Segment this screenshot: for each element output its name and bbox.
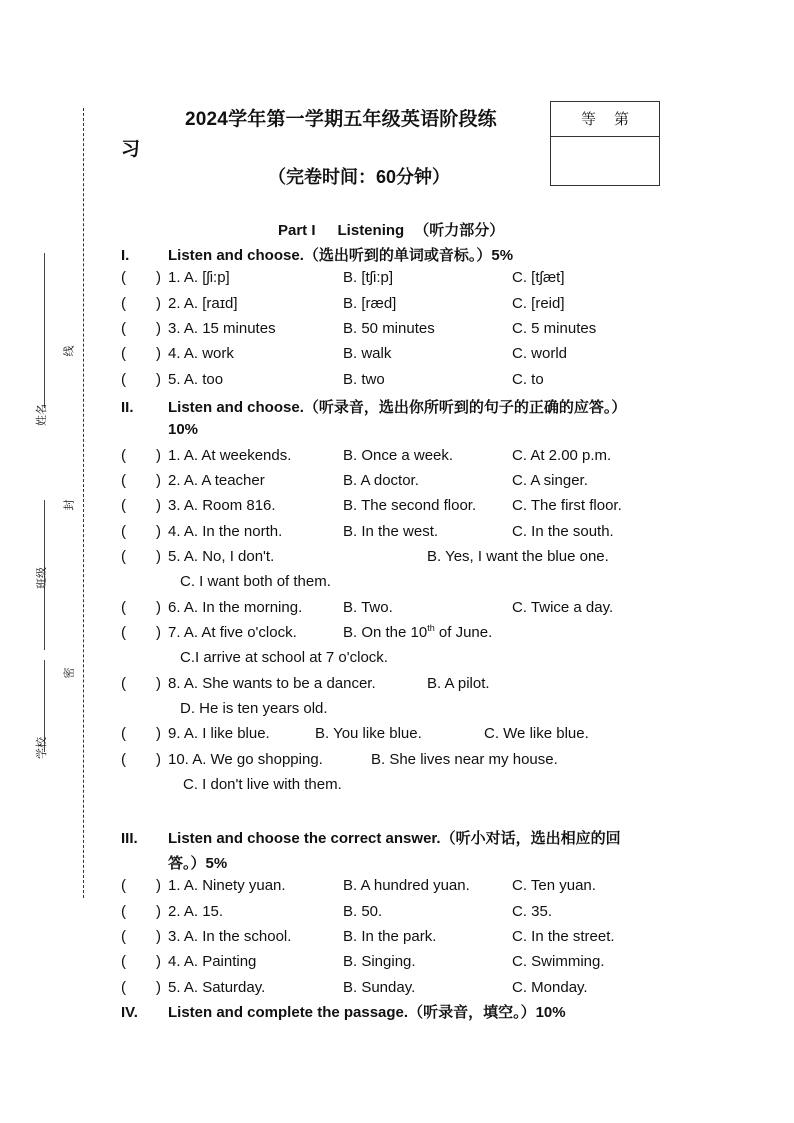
- seal-char-seal: 封: [63, 499, 76, 511]
- option-a: 5. A. Saturday.: [168, 979, 266, 996]
- answer-blank-open[interactable]: (: [121, 523, 126, 540]
- option-a: 8. A. She wants to be a dancer.: [168, 675, 376, 692]
- option-b: B. Two.: [343, 599, 393, 616]
- answer-blank-close: ): [156, 497, 161, 514]
- answer-blank-close: ): [156, 877, 161, 894]
- option-b-text: B. On the 10: [343, 624, 428, 641]
- section-instruction: Listen and choose.（听录音，选出你所听到的句子的正确的应答。）: [168, 399, 627, 416]
- option-c: C. Twice a day.: [512, 599, 614, 616]
- option-b: B. Sunday.: [343, 979, 416, 996]
- option-c: C. 5 minutes: [512, 320, 597, 337]
- option-b: B. In the west.: [343, 523, 439, 540]
- option-b: B. two: [343, 371, 385, 388]
- section-3-heading-cont: 答。）5%: [168, 855, 228, 872]
- section-2-heading: [121, 396, 626, 417]
- option-c: C. The first floor.: [512, 497, 622, 514]
- option-b: B. [ræd]: [343, 295, 397, 312]
- answer-blank-open[interactable]: (: [121, 345, 126, 362]
- option-b: B. She lives near my house.: [371, 751, 558, 768]
- option-c: C. 35.: [512, 903, 553, 920]
- section-4-heading: [121, 1001, 566, 1022]
- option-c: C. Ten yuan.: [512, 877, 596, 894]
- answer-blank-open[interactable]: (: [121, 548, 126, 565]
- option-b-superscript: th: [427, 623, 435, 633]
- grade-box: [550, 101, 660, 186]
- option-a: 1. A. At weekends.: [168, 447, 292, 464]
- option-a: 3. A. 15 minutes: [168, 320, 276, 337]
- section-number: I.: [121, 247, 130, 264]
- name-label: 姓名: [36, 404, 48, 426]
- option-b: B. A hundred yuan.: [343, 877, 470, 894]
- exam-title: 2024学年第一学期五年级英语阶段练: [185, 109, 497, 130]
- answer-blank-close: ): [156, 599, 161, 616]
- answer-blank-open[interactable]: (: [121, 472, 126, 489]
- answer-blank-open[interactable]: (: [121, 751, 126, 768]
- answer-blank-close: ): [156, 371, 161, 388]
- option-b: B. 50 minutes: [343, 320, 435, 337]
- option-a: 5. A. too: [168, 371, 224, 388]
- answer-blank-open[interactable]: (: [121, 928, 126, 945]
- option-c: C. In the street.: [512, 928, 615, 945]
- option-b-text-end: of June.: [434, 624, 493, 641]
- answer-blank-close: ): [156, 903, 161, 920]
- answer-blank-open[interactable]: (: [121, 295, 126, 312]
- option-b: B. A doctor.: [343, 472, 419, 489]
- answer-blank-open[interactable]: (: [121, 953, 126, 970]
- option-a: 6. A. In the morning.: [168, 599, 303, 616]
- answer-blank-open[interactable]: (: [121, 624, 126, 641]
- option-c: D. He is ten years old.: [180, 700, 328, 717]
- option-a: 4. A. work: [168, 345, 234, 362]
- section-number: III.: [121, 830, 138, 847]
- answer-blank-close: ): [156, 320, 161, 337]
- option-a: 1. A. Ninety yuan.: [168, 877, 286, 894]
- exam-title-cont: 习: [121, 139, 141, 160]
- school-label: 学校: [36, 737, 48, 759]
- option-c: C. I want both of them.: [180, 573, 331, 590]
- option-b: B. Singing.: [343, 953, 416, 970]
- part-cn: （听力部分）: [414, 222, 505, 239]
- answer-blank-close: ): [156, 953, 161, 970]
- answer-blank-close: ): [156, 751, 161, 768]
- answer-blank-close: ): [156, 295, 161, 312]
- option-a: 7. A. At five o'clock.: [168, 624, 297, 641]
- section-1-heading: [121, 244, 513, 265]
- option-b: B. The second floor.: [343, 497, 477, 514]
- answer-blank-close: ): [156, 548, 161, 565]
- option-a: 1. A. [ʃi:p]: [168, 269, 230, 286]
- answer-blank-close: ): [156, 675, 161, 692]
- answer-blank-open[interactable]: (: [121, 877, 126, 894]
- section-instruction: Listen and complete the passage.（听录音，填空。）10%: [168, 1004, 566, 1021]
- option-c: C. In the south.: [512, 523, 614, 540]
- option-a: 5. A. No, I don't.: [168, 548, 275, 565]
- section-3-heading: [121, 827, 621, 848]
- option-b: B. 50.: [343, 903, 383, 920]
- option-c: C. A singer.: [512, 472, 588, 489]
- answer-blank-open[interactable]: (: [121, 269, 126, 286]
- option-a: 4. A. In the north.: [168, 523, 283, 540]
- answer-blank-open[interactable]: (: [121, 979, 126, 996]
- answer-blank-close: ): [156, 269, 161, 286]
- option-a: 4. A. Painting: [168, 953, 257, 970]
- option-b: B. Yes, I want the blue one.: [427, 548, 609, 565]
- option-a: 3. A. Room 816.: [168, 497, 276, 514]
- option-c: C. [reid]: [512, 295, 565, 312]
- option-b: B. A pilot.: [427, 675, 490, 692]
- option-c: C. to: [512, 371, 544, 388]
- option-c: C. We like blue.: [484, 725, 589, 742]
- option-b: B. walk: [343, 345, 392, 362]
- answer-blank-open[interactable]: (: [121, 371, 126, 388]
- option-a: 3. A. In the school.: [168, 928, 292, 945]
- section-instruction: Listen and choose the correct answer.（听小对话，选出相应的回: [168, 830, 621, 847]
- answer-blank-open[interactable]: (: [121, 599, 126, 616]
- answer-blank-close: ): [156, 928, 161, 945]
- grade-box-label: 等第: [551, 102, 659, 137]
- answer-blank-close: ): [156, 447, 161, 464]
- answer-blank-close: ): [156, 472, 161, 489]
- seal-char-secret: 密: [63, 667, 76, 679]
- exam-duration: （完卷时间：60分钟）: [268, 167, 451, 187]
- option-b: B. Once a week.: [343, 447, 454, 464]
- option-a: 9. A. I like blue.: [168, 725, 270, 742]
- section-2-heading-cont: 10%: [168, 421, 199, 438]
- answer-blank-close: ): [156, 725, 161, 742]
- answer-blank-open[interactable]: (: [121, 497, 126, 514]
- option-c: C.I arrive at school at 7 o'clock.: [180, 649, 388, 666]
- option-a: 10. A. We go shopping.: [168, 751, 323, 768]
- option-b: B. In the park.: [343, 928, 437, 945]
- option-b: [343, 623, 492, 643]
- option-c: C. [tʃæt]: [512, 269, 565, 286]
- section-instruction: Listen and choose.（选出听到的单词或音标。）5%: [168, 247, 514, 264]
- binding-dashed-line: [83, 108, 84, 898]
- seal-char-line: 线: [63, 345, 76, 357]
- answer-blank-open[interactable]: (: [121, 447, 126, 464]
- option-b: B. You like blue.: [315, 725, 422, 742]
- option-c: C. I don't live with them.: [183, 776, 342, 793]
- part-name: Listening: [337, 222, 405, 239]
- answer-blank-close: ): [156, 979, 161, 996]
- option-c: C. At 2.00 p.m.: [512, 447, 612, 464]
- class-label: 班级: [36, 567, 48, 589]
- option-c: C. world: [512, 345, 568, 362]
- answer-blank-open[interactable]: (: [121, 725, 126, 742]
- answer-blank-close: ): [156, 624, 161, 641]
- section-number: IV.: [121, 1004, 138, 1021]
- option-a: 2. A. [raɪd]: [168, 295, 238, 312]
- option-a: 2. A. 15.: [168, 903, 224, 920]
- part-label: Part I: [278, 222, 316, 239]
- answer-blank-open[interactable]: (: [121, 675, 126, 692]
- option-c: C. Monday.: [512, 979, 588, 996]
- name-underline: [44, 253, 45, 408]
- option-a: 2. A. A teacher: [168, 472, 265, 489]
- answer-blank-open[interactable]: (: [121, 320, 126, 337]
- part-heading: [278, 219, 526, 240]
- option-b: B. [tʃi:p]: [343, 269, 394, 286]
- option-c: C. Swimming.: [512, 953, 605, 970]
- section-number: II.: [121, 399, 134, 416]
- answer-blank-close: ): [156, 523, 161, 540]
- answer-blank-open[interactable]: (: [121, 903, 126, 920]
- answer-blank-close: ): [156, 345, 161, 362]
